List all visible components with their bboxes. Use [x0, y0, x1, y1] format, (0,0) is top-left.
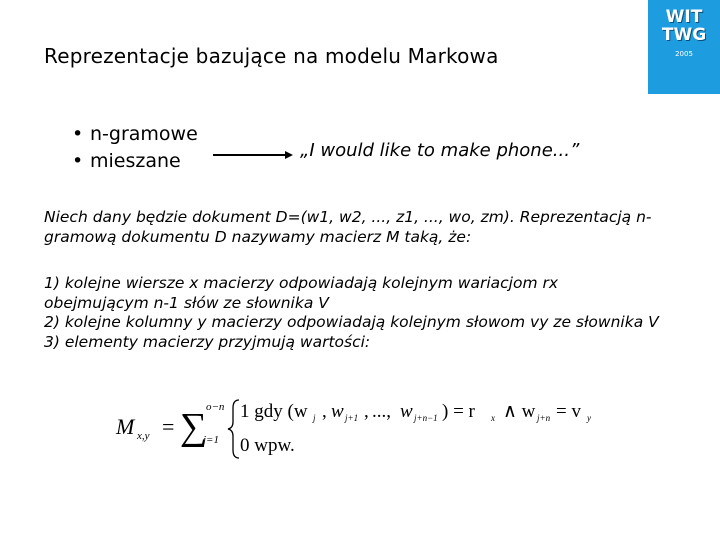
- bullet-list: [72, 121, 198, 175]
- svg-text:,: ,: [322, 401, 327, 422]
- condition-line: obejmującym n-1 słów ze słownika V: [44, 293, 329, 312]
- logo: [648, 0, 720, 94]
- matrix-formula: [110, 392, 600, 462]
- case1-sub-x: x: [491, 413, 495, 423]
- case1-ellipsis: ...,: [372, 401, 391, 422]
- case1-sub-j: j: [313, 413, 316, 423]
- brace-icon: [228, 400, 239, 458]
- case1-sub-j1: j+1: [345, 413, 359, 423]
- bullet-item-ngram: • n-gramowe: [72, 121, 198, 148]
- logo-year: 2005: [675, 50, 693, 58]
- logo-line-1: WIT: [665, 7, 703, 27]
- example-quote: „I would like to make phone...”: [300, 140, 580, 161]
- sum-icon: ∑: [180, 406, 208, 448]
- case2-text: 0 wpw.: [240, 435, 295, 456]
- case1-sub-jn1: j+n−1: [414, 413, 438, 423]
- conditions-list: [44, 274, 704, 352]
- case1-w2: w: [331, 401, 344, 422]
- right-arrow-icon: [213, 150, 293, 160]
- svg-text:,: ,: [364, 401, 369, 422]
- logo-line-2: TWG: [661, 25, 707, 45]
- case1-equals-v: = v: [556, 401, 581, 422]
- case1-sub-jn: j+n: [537, 413, 551, 423]
- formula-lhs-sub: x,y: [137, 430, 150, 442]
- formula-equals: =: [162, 414, 175, 439]
- condition-line: 3) elementy macierzy przyjmują wartości:: [44, 332, 371, 351]
- bullet-item-mixed: • mieszane: [72, 148, 198, 175]
- case1-wedge: ∧ w: [503, 401, 536, 422]
- formula-lhs: M: [116, 414, 135, 439]
- case1-equals-r: ) = r: [442, 401, 475, 422]
- definition-paragraph: Niech dany będzie dokument D=(w1, w2, ..., z1, ..., wo, zm). Reprezentacją n-gramową dokumentu D nazywamy macierz M taką, że:: [44, 208, 652, 246]
- sum-upper: o−n: [206, 401, 225, 413]
- slide-title: Reprezentacje bazujące na modelu Markowa: [44, 44, 499, 68]
- case1-prefix: 1 gdy (w: [240, 401, 308, 422]
- case1-sub-y: y: [587, 413, 591, 423]
- condition-line: 2) kolejne kolumny y macierzy odpowiadają kolejnym słowom vy ze słownika V: [44, 313, 659, 331]
- case1-w3: w: [400, 401, 413, 422]
- condition-line: 1) kolejne wiersze x macierzy odpowiadają kolejnym wariacjom rx: [44, 274, 559, 292]
- sum-lower: j=1: [203, 434, 219, 446]
